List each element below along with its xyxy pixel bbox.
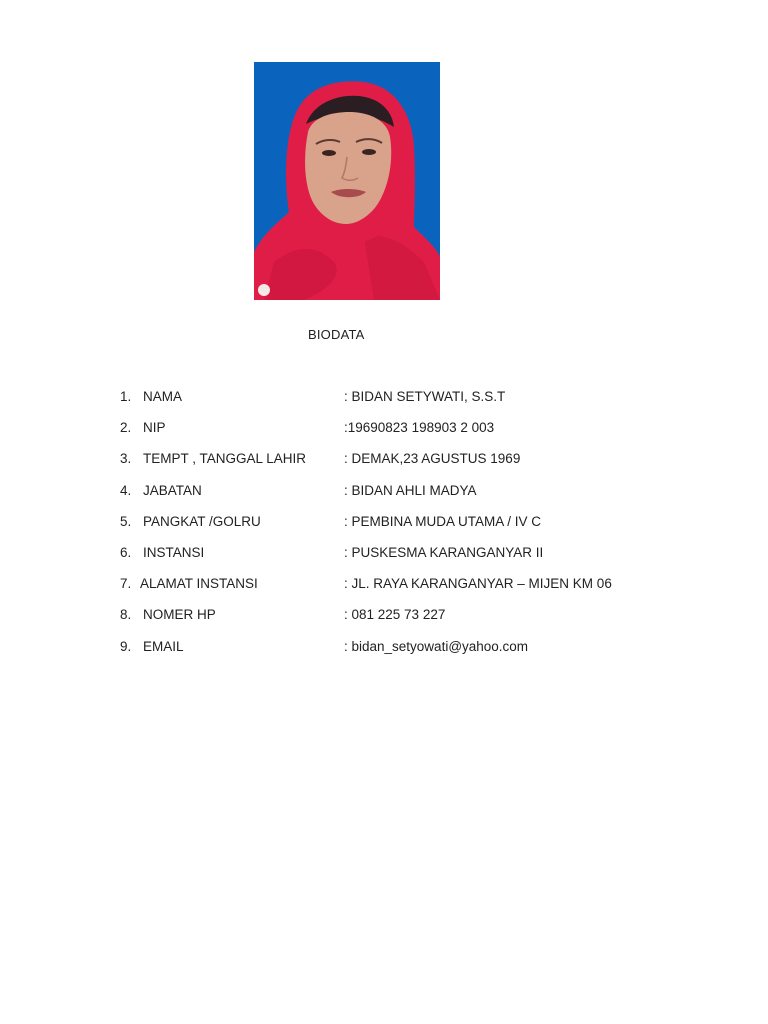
- field-label: NAMA: [143, 389, 183, 404]
- field-value: :19690823 198903 2 003: [344, 420, 495, 436]
- field-label: NOMER HP: [143, 607, 216, 623]
- portrait-photo: [254, 62, 440, 300]
- field-value: : JL. RAYA KARANGANYAR – MIJEN KM 06: [344, 576, 612, 592]
- item-number: 4.: [120, 482, 132, 498]
- field-value: : BIDAN SETYWATI, S.S.T: [344, 389, 506, 404]
- item-number: 9.: [120, 638, 132, 654]
- item-number: 5.: [120, 513, 132, 529]
- item-number: 3.: [120, 451, 132, 467]
- page-title: BIODATA: [308, 327, 365, 342]
- email-value[interactable]: : bidan_setyowati@yahoo.com: [344, 638, 529, 654]
- field-label: NIP: [143, 420, 166, 436]
- item-number: 1.: [120, 389, 132, 404]
- portrait-illustration: [254, 62, 440, 300]
- field-value: : DEMAK,23 AGUSTUS 1969: [344, 451, 521, 467]
- field-label: INSTANSI: [143, 544, 205, 560]
- field-label: TEMPT , TANGGAL LAHIR: [143, 451, 307, 467]
- field-value: : 081 225 73 227: [344, 607, 446, 623]
- brooch: [258, 284, 270, 296]
- item-number: 2.: [120, 420, 132, 436]
- field-label: ALAMAT INSTANSI: [140, 576, 258, 592]
- field-value: : PEMBINA MUDA UTAMA / IV C: [344, 513, 542, 529]
- field-value: : BIDAN AHLI MADYA: [344, 482, 477, 498]
- item-number: 6.: [120, 544, 132, 560]
- field-label: EMAIL: [143, 638, 184, 654]
- item-number: 8.: [120, 607, 132, 623]
- item-number: 7.: [120, 576, 132, 592]
- field-label: PANGKAT /GOLRU: [143, 513, 261, 529]
- field-label: JABATAN: [143, 482, 202, 498]
- field-value: : PUSKESMA KARANGANYAR II: [344, 544, 544, 560]
